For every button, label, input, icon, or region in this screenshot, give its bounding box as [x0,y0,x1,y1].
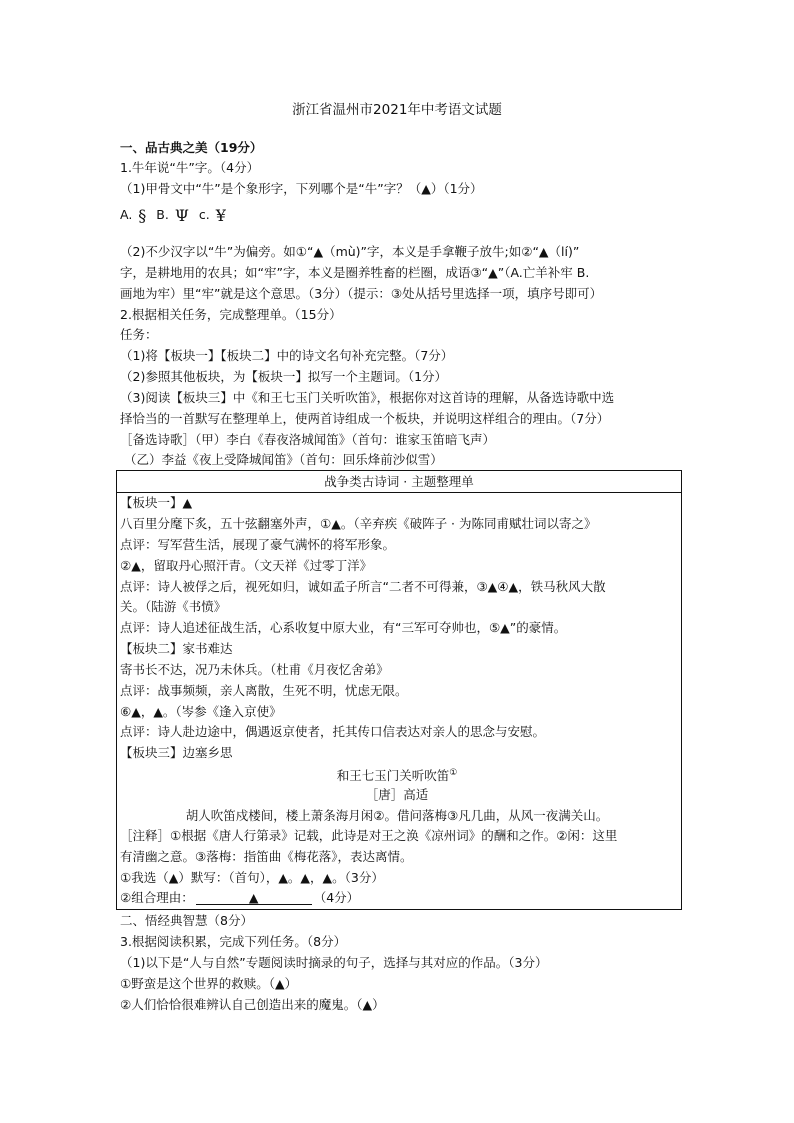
question-3-a: ①野蛮是这个世界的救赎。（▲） [120,976,298,991]
block1-heading: 【板块一】▲ [120,495,193,510]
poem-title: 和王七玉门关听吹笛 [336,768,450,784]
annotation-line1: ［注释］①根据《唐人行第录》记载，此诗是对王之涣《凉州词》的酬和之作。②闲：这里 [120,828,618,843]
option-b-label: B. [156,207,169,222]
oracle-bone-glyph-a-icon: § [138,206,147,225]
question-1-2-line3: 画地为牢）里“牢”就是这个意思。（3分）（提示：③处从括号里选择一项，填序号即可） [120,286,603,301]
organizer-divider [117,492,681,493]
question-3-b: ②人们恰恰很难辨认自己创造出来的魔鬼。（▲） [120,997,385,1012]
answer-2 [120,889,359,906]
oracle-bone-glyph-c-icon: ¥ [215,206,226,225]
answer-1: ①我选（▲）默写：（首句），▲。▲，▲。（3分） [120,870,384,885]
poem-author: ［唐］高适 [365,787,429,802]
poem-body: 胡人吹笛戍楼间，楼上萧条海月闲②。借问落梅③凡几曲，从风一夜满关山。 [185,808,609,823]
block2-line3: ⑥▲，▲。（岑参《逢入京使》 [120,704,282,719]
question-1-2-line2: 字，是耕地用的农具；如“牢”字，本义是圈养牲畜的栏圈，成语③“▲”（A.亡羊补牢 B. [120,265,590,280]
task-3-line1: （3)阅读【板块三】中《和王七玉门关听吹笛》，根据你对这首诗的理解，从备选诗歌中选 [120,390,615,405]
task-2: （2)参照其他板块，为【板块一】拟写一个主题词。（1分） [120,369,448,384]
block1-line4: 点评：诗人被俘之后，视死如归，诚如孟子所言“二者不可得兼，③▲④▲，铁马秋风大散 [120,579,606,594]
option-a-label: A. [120,207,133,222]
block2-heading: 【板块二】家书难达 [120,641,233,656]
block2-line1: 寄书长不达，况乃未休兵。（杜甫《月夜忆舍弟》 [120,662,389,677]
poem-title-note: ① [449,768,458,778]
alt-poem-2: （乙）李益《夜上受降城闻笛》（首句：回乐烽前沙似雪） [124,452,443,467]
page-title: 浙江省温州市2021年中考语文试题 [292,102,502,118]
question-3-1: （1)以下是“人与自然”专题阅读时摘录的句子，选择与其对应的作品。（3分） [120,955,548,970]
alt-poem-1: ［备选诗歌］（甲）李白《春夜洛城闻笛》（首句：谁家玉笛暗飞声） [120,432,496,447]
block1-line2: 点评：写军营生活，展现了豪气满怀的将军形象。 [120,537,396,552]
question-3: 3.根据阅读积累，完成下列任务。（8分） [120,934,347,949]
answer-2-blank: ▲ [196,891,312,905]
organizer-title: 战争类古诗词 · 主题整理单 [324,474,474,489]
block1-line6: 点评：诗人追述征战生活，心系收复中原大业，有“三军可夺帅也，⑤▲”的豪情。 [120,620,567,635]
oracle-bone-glyph-b-icon: Ψ [174,206,189,225]
section-heading-1: 一、品古典之美（19分） [120,140,263,155]
poem-title-line [0,765,794,784]
block3-heading: 【板块三】边塞乡思 [120,745,233,760]
block2-line4: 点评：诗人赴边途中，偶遇返京使者，托其传口信表达对亲人的思念与安慰。 [120,724,546,739]
task-label: 任务： [120,327,158,342]
answer-2-suffix: （4分） [313,890,360,905]
option-c-label: c. [198,207,210,222]
task-1: （1)将【板块一】【板块二】中的诗文名句补充完整。（7分） [120,348,454,363]
block1-line3: ②▲，留取丹心照汗青。（文天祥《过零丁洋》 [120,558,373,573]
answer-2-prefix: ②组合理由： [120,890,194,905]
question-2: 2.根据相关任务，完成整理单。（15分） [120,307,342,322]
block2-line2: 点评：战事频频，亲人离散，生死不明，忧虑无限。 [120,683,408,698]
task-3-line2: 择恰当的一首默写在整理单上，使两首诗组成一个板块，并说明这样组合的理由。（7分） [120,411,610,426]
block1-line1: 八百里分麾下炙，五十弦翻塞外声，①▲。（辛弃疾《破阵子 · 为陈同甫赋壮词以寄之》 [120,516,597,531]
question-1-2-line1: （2)不少汉字以“牛”为偏旁。如①“▲（mù)”字，本义是手拿鞭子放牛;如②“▲（lí)” [120,244,580,259]
options-row [120,206,232,224]
section-heading-2: 二、悟经典智慧（8分） [120,913,253,928]
question-1: 1.牛年说“牛”字。（4分） [120,160,260,175]
block1-line5: 关。（陆游《书愤》 [120,599,227,614]
annotation-line2: 有清幽之意。③落梅：指笛曲《梅花落》，表达离情。 [120,849,413,864]
question-1-1: （1)甲骨文中“牛”是个象形字，下列哪个是“牛”字？（▲）（1分） [120,181,483,196]
